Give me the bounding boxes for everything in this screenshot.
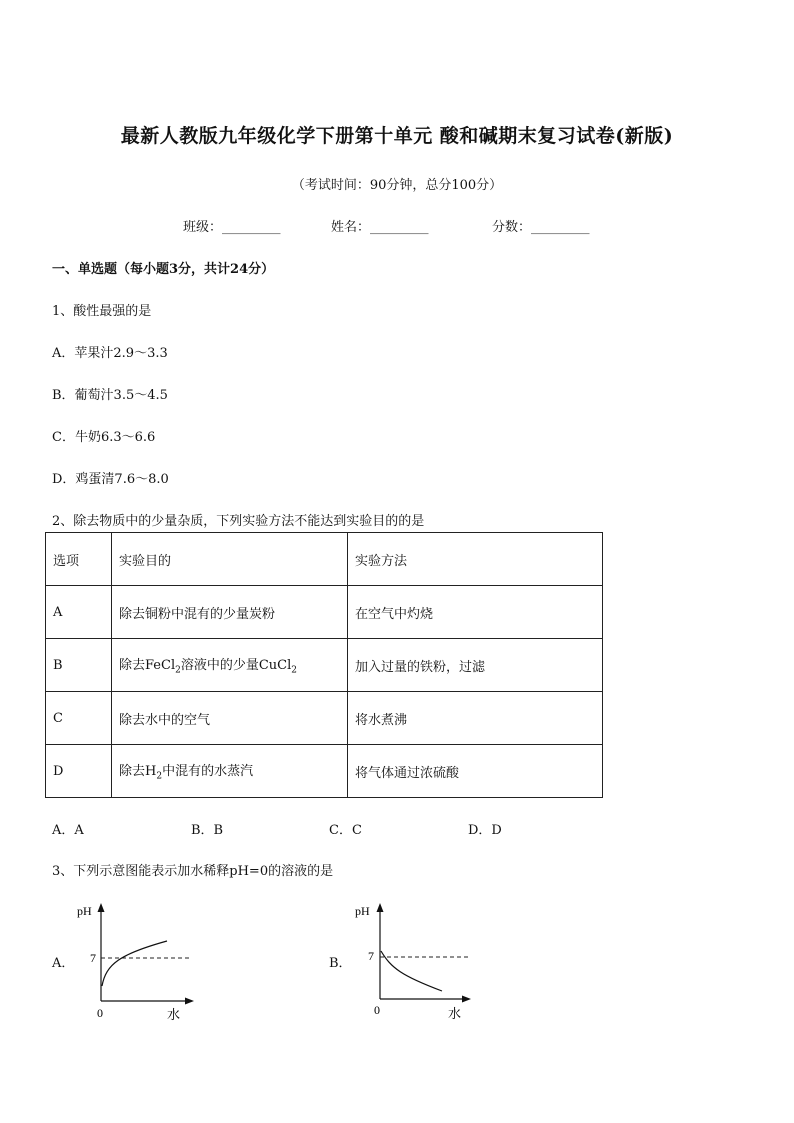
- x-axis-label: 水: [448, 1006, 462, 1021]
- goal-text: 除去FeCl: [119, 658, 176, 674]
- question-2-answer-c: C．C: [329, 823, 362, 838]
- question-2-answer-d: D．D: [468, 823, 502, 838]
- table-cell-method: 在空气中灼烧: [348, 586, 603, 639]
- question-2-table: [45, 532, 603, 798]
- table-cell-goal: [112, 639, 348, 692]
- table-header-row: [46, 533, 603, 586]
- table-row: [46, 745, 603, 798]
- x-axis-arrow: [462, 996, 471, 1003]
- class-field[interactable]: 班级：_________: [183, 220, 281, 235]
- goal-text: 溶液中的少量CuCl: [180, 658, 292, 674]
- table-row: [46, 639, 603, 692]
- y-axis-arrow: [377, 903, 384, 912]
- page-title: 最新人教版九年级化学下册第十单元 酸和碱期末复习试卷(新版): [120, 125, 674, 147]
- table-header-cell: 实验方法: [348, 533, 603, 586]
- score-field[interactable]: 分数：_________: [492, 220, 590, 235]
- question-3-stem: 3、下列示意图能表示加水稀释pH=0的溶液的是: [52, 864, 334, 879]
- table-cell-option: A: [46, 586, 112, 639]
- origin-label: 0: [374, 1003, 380, 1017]
- table-row: [46, 692, 603, 745]
- table-header-cell: 实验目的: [112, 533, 348, 586]
- question-1-option-d: D．鸡蛋清7.6～8.0: [52, 472, 169, 487]
- goal-text: 除去H: [119, 764, 157, 780]
- table-cell-goal: 除去铜粉中混有的少量炭粉: [112, 586, 348, 639]
- table-cell-goal: 除去水中的空气: [112, 692, 348, 745]
- table-cell-option: B: [46, 639, 112, 692]
- table-row: [46, 586, 603, 639]
- origin-label: 0: [97, 1006, 103, 1020]
- question-1-option-b: B．葡萄汁3.5～4.5: [52, 388, 168, 403]
- table-cell-method: 加入过量的铁粉，过滤: [348, 639, 603, 692]
- ph-curve: [102, 941, 167, 986]
- reference-value: 7: [368, 949, 374, 963]
- graph-b: [347, 898, 477, 1023]
- name-field[interactable]: 姓名：_________: [331, 220, 429, 235]
- graph-a: [70, 898, 200, 1023]
- subscript: 2: [175, 665, 181, 676]
- reference-value: 7: [90, 951, 96, 965]
- question-2-answer-a: A．A: [52, 823, 84, 838]
- table-header-cell: 选项: [46, 533, 112, 586]
- y-axis-label: pH: [77, 904, 92, 918]
- question-2-stem: 2、除去物质中的少量杂质，下列实验方法不能达到实验目的的是: [52, 514, 425, 529]
- y-axis-label: pH: [355, 904, 370, 918]
- goal-text: 中混有的水蒸汽: [162, 764, 254, 780]
- y-axis-arrow: [98, 903, 105, 912]
- table-cell-option: D: [46, 745, 112, 798]
- question-1-option-a: A．苹果汁2.9～3.3: [52, 346, 168, 361]
- x-axis-arrow: [185, 998, 194, 1005]
- exam-info: （考试时间：90分钟，总分100分）: [291, 178, 503, 193]
- section-heading: 一、单选题（每小题3分，共计24分）: [52, 262, 275, 277]
- table-cell-option: C: [46, 692, 112, 745]
- subscript: 2: [156, 771, 163, 782]
- x-axis-label: 水: [167, 1007, 181, 1022]
- question-1-stem: 1、酸性最强的是: [52, 304, 152, 319]
- graph-a-option-label: A．: [52, 956, 75, 971]
- graph-b-option-label: B．: [329, 956, 352, 971]
- subscript: 2: [291, 665, 298, 676]
- table-cell-goal: [112, 745, 348, 798]
- table-cell-method: 将水煮沸: [348, 692, 603, 745]
- question-2-answer-b: B．B: [191, 823, 224, 838]
- table-cell-method: 将气体通过浓硫酸: [348, 745, 603, 798]
- question-1-option-c: C．牛奶6.3～6.6: [52, 430, 156, 445]
